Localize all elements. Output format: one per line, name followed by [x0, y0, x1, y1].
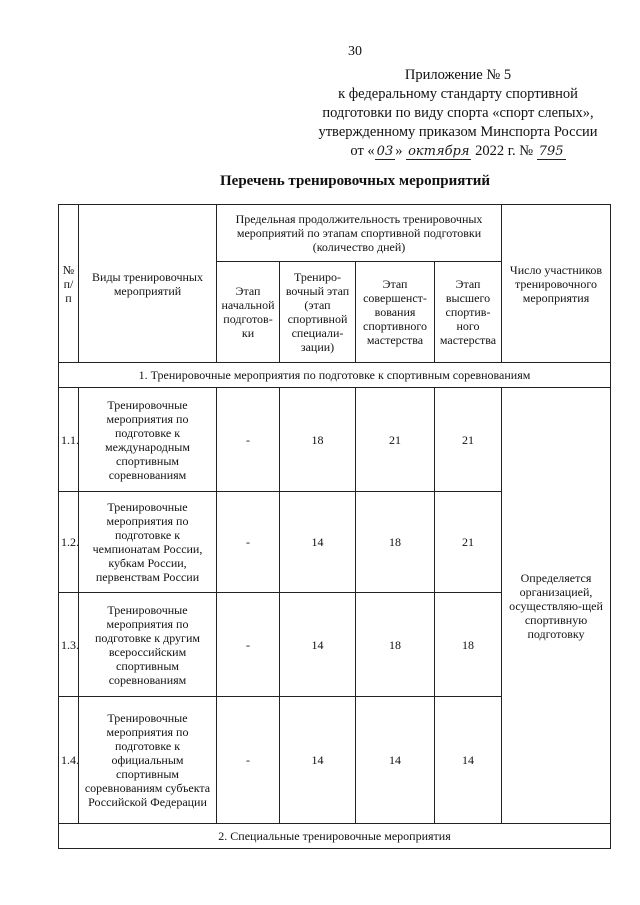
section-1-title: 1. Тренировочные мероприятия по подготовке к спортивным соревнованиям: [59, 363, 611, 388]
header-participants: Число участников тренировочного мероприятия: [502, 205, 611, 363]
header-num: № п/п: [59, 205, 79, 363]
section-2-title: 2. Специальные тренировочные мероприятия: [59, 824, 611, 849]
handwritten-day: 03: [376, 144, 394, 159]
row-stage-1: -: [217, 388, 280, 492]
header-row-1: [59, 205, 611, 262]
annex-block: [308, 66, 608, 161]
row-stage-2: 14: [280, 697, 356, 824]
document-title: Перечень тренировочных мероприятий: [220, 173, 490, 189]
row-stage-3: 21: [356, 388, 435, 492]
row-stage-2: 18: [280, 388, 356, 492]
row-stage-4: 14: [435, 697, 502, 824]
row-number: 1.4.: [59, 697, 79, 824]
annex-line-2: к федеральному стандарту спортивной: [338, 86, 578, 102]
row-event-name: Тренировочные мероприятия по подготовке к другим всероссийским спортивным соревнованиям: [79, 593, 217, 697]
row-stage-2: 14: [280, 593, 356, 697]
section-row: [59, 824, 611, 849]
date-prefix: от «: [350, 143, 375, 159]
annex-line-4: утвержденному приказом Минспорта России: [318, 124, 598, 140]
row-stage-3: 14: [356, 697, 435, 824]
row-stage-4: 21: [435, 492, 502, 593]
header-stage-4: Этап высшего спортив-ного мастерства: [435, 262, 502, 363]
row-stage-3: 18: [356, 492, 435, 593]
header-duration: Предельная продолжительность тренировочных мероприятий по этапам спортивной подготовки (количество дней): [217, 205, 502, 262]
header-stage-2: Трениро-вочный этап (этап спортивной специали-зации): [280, 262, 356, 363]
row-stage-2: 14: [280, 492, 356, 593]
row-number: 1.1.: [59, 388, 79, 492]
header-stage-1: Этап начальной подготов-ки: [217, 262, 280, 363]
handwritten-month: октября: [408, 144, 470, 159]
row-stage-1: -: [217, 697, 280, 824]
year-text: 2022 г. №: [475, 143, 534, 159]
annex-title: Приложение № 5: [404, 67, 512, 83]
handwritten-order-number: 795: [538, 144, 564, 159]
page-number: 30: [348, 44, 362, 59]
annex-date-line: [308, 142, 608, 161]
row-stage-4: 18: [435, 593, 502, 697]
table-row: [59, 388, 611, 492]
row-event-name: Тренировочные мероприятия по подготовке к чемпионатам России, кубкам России, первенствам России: [79, 492, 217, 593]
annex-line-3: подготовки по виду спорта «спорт слепых»,: [322, 105, 594, 121]
row-event-name: Тренировочные мероприятия по подготовке к международным спортивным соревнованиям: [79, 388, 217, 492]
header-types: Виды тренировочных мероприятий: [79, 205, 217, 363]
section-row: [59, 363, 611, 388]
date-mid: »: [395, 143, 403, 159]
header-stage-3: Этап совершенст-вования спортивного мастерства: [356, 262, 435, 363]
participants-note: Определяется организацией, осуществляю-щей спортивную подготовку: [502, 388, 611, 824]
row-number: 1.3.: [59, 593, 79, 697]
row-number: 1.2.: [59, 492, 79, 593]
row-stage-1: -: [217, 492, 280, 593]
row-stage-1: -: [217, 593, 280, 697]
events-table: [58, 204, 611, 849]
row-stage-4: 21: [435, 388, 502, 492]
row-event-name: Тренировочные мероприятия по подготовке к официальным спортивным соревнованиям субъекта Российской Федерации: [79, 697, 217, 824]
row-stage-3: 18: [356, 593, 435, 697]
